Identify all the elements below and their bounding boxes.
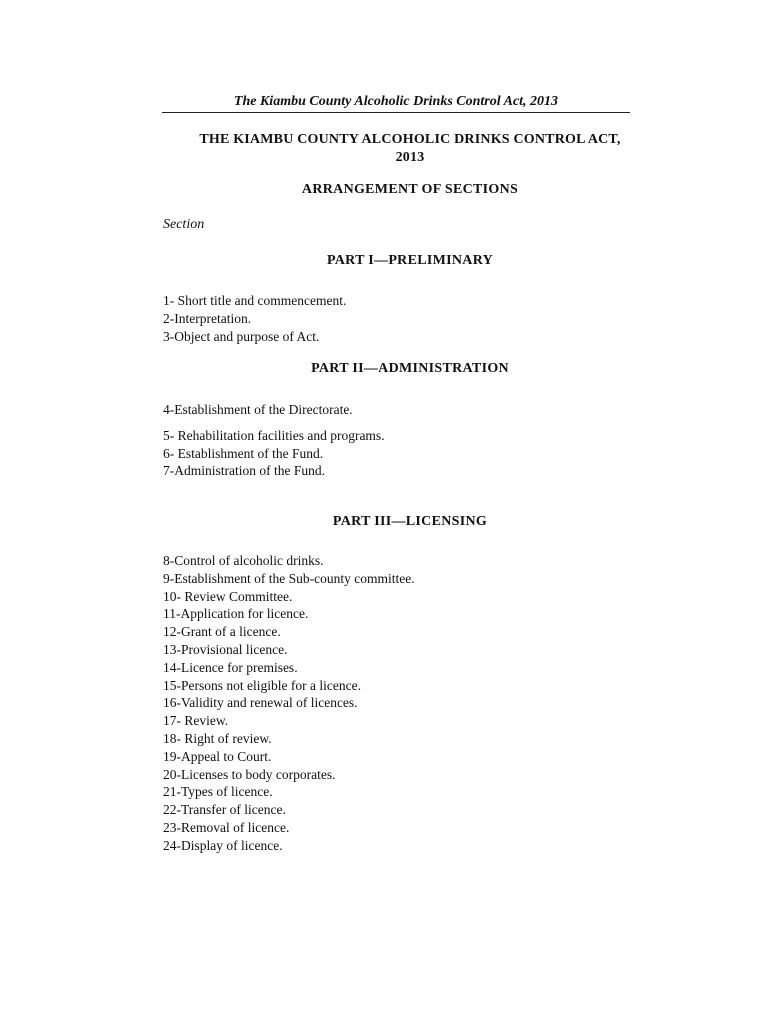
part-3-section-list (163, 552, 415, 855)
section-entry: 10- Review Committee. (163, 588, 293, 604)
section-entry: 3-Object and purpose of Act. (163, 328, 320, 344)
section-entry: 21-Types of licence. (163, 784, 273, 800)
section-column-label: Section (163, 217, 205, 232)
part-3-heading: PART III—LICENSING (332, 514, 488, 529)
part-2-heading: PART II—ADMINISTRATION (311, 361, 509, 376)
section-entry: 1- Short title and commencement. (163, 293, 347, 308)
document-title-line-2: 2013 (395, 150, 425, 165)
section-entry: 23-Removal of licence. (163, 819, 290, 835)
part-1-section-list (163, 292, 346, 345)
section-entry: 5- Rehabilitation facilities and programs. (163, 427, 385, 443)
document-title (162, 131, 658, 167)
section-entry: 19-Appeal to Court. (163, 748, 272, 764)
section-entry: 6- Establishment of the Fund. (163, 445, 324, 461)
section-entry: 18- Right of review. (163, 730, 272, 746)
running-header: The Kiambu County Alcoholic Drinks Control Act, 2013 (233, 94, 559, 109)
section-entry: 24-Display of licence. (163, 837, 283, 853)
document-title-line-1: THE KIAMBU COUNTY ALCOHOLIC DRINKS CONTROL ACT, (199, 132, 621, 147)
part-1-heading: PART I—PRELIMINARY (326, 253, 494, 268)
section-entry: 14-Licence for premises. (163, 659, 298, 675)
arrangement-heading: ARRANGEMENT OF SECTIONS (301, 182, 519, 197)
section-entry: 13-Provisional licence. (163, 641, 288, 657)
section-entry: 8-Control of alcoholic drinks. (163, 553, 324, 568)
section-entry: 9-Establishment of the Sub-county committee. (163, 570, 415, 586)
section-entry: 4-Establishment of the Directorate. (163, 402, 353, 417)
section-entry: 17- Review. (163, 713, 229, 729)
section-entry: 22-Transfer of licence. (163, 802, 286, 818)
section-entry: 7-Administration of the Fund. (163, 463, 325, 479)
section-entry: 15-Persons not eligible for a licence. (163, 677, 361, 693)
part-2-section-list (163, 401, 385, 480)
section-entry: 12-Grant of a licence. (163, 624, 281, 640)
section-entry: 2-Interpretation. (163, 310, 252, 326)
section-entry: 11-Application for licence. (163, 606, 309, 622)
section-entry: 20-Licenses to body corporates. (163, 766, 336, 782)
section-entry: 16-Validity and renewal of licences. (163, 695, 358, 711)
header-divider (162, 112, 630, 113)
